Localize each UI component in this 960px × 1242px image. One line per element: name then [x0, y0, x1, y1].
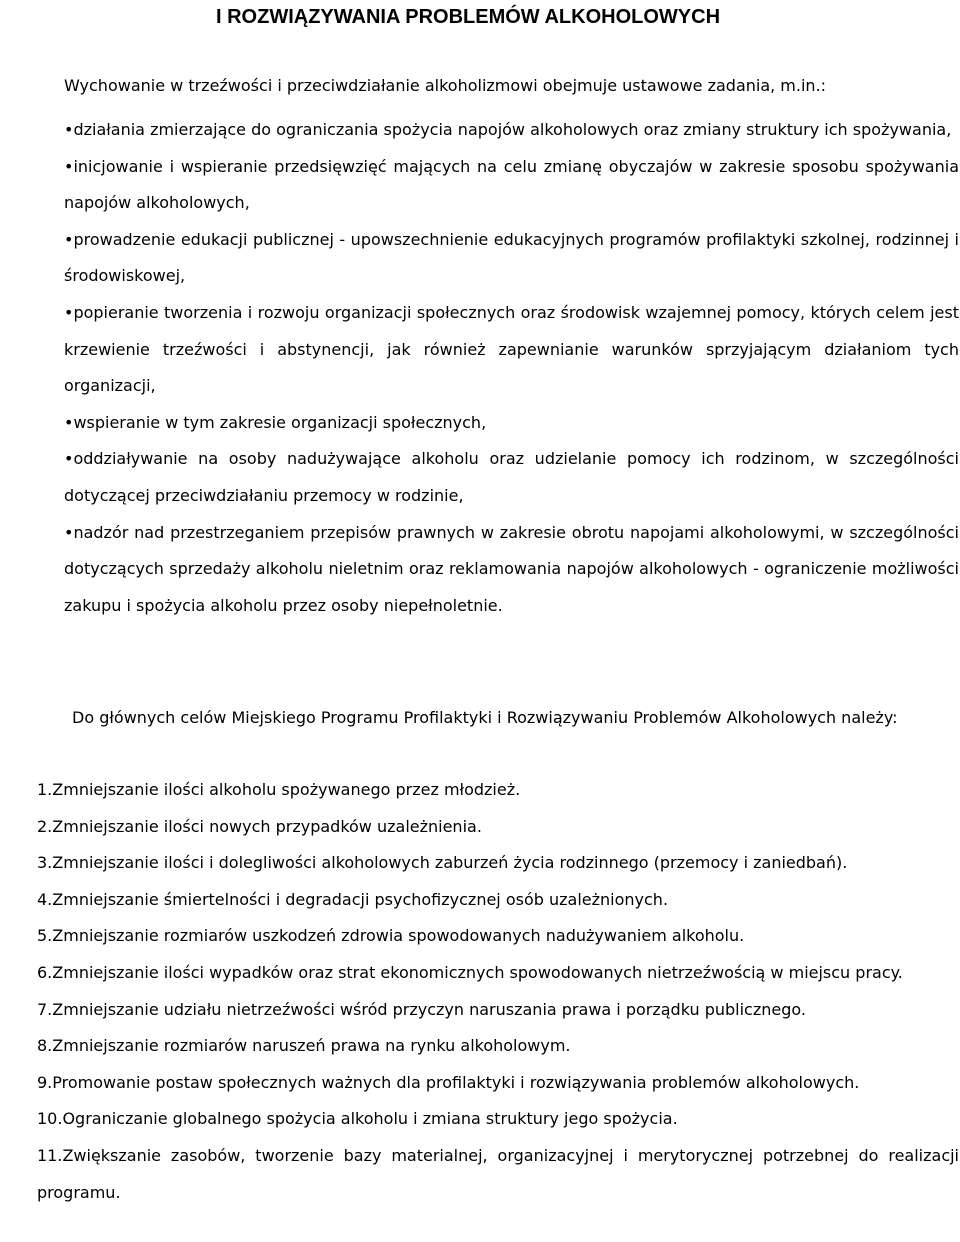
- program-goals-list: [37, 772, 959, 1211]
- duty-text: oddziaływanie na osoby nadużywające alkoholu oraz udzielanie pomocy ich rodzinom, w szczególności dotyczącej przeciwdziałaniu przemocy w rodzinie,: [64, 449, 959, 505]
- bullet-icon: •: [64, 229, 74, 249]
- goal-item: 1.Zmniejszanie ilości alkoholu spożywanego przez młodzież.: [37, 780, 521, 799]
- goal-item: 11.Zwiększanie zasobów, tworzenie bazy materialnej, organizacyjnej i merytorycznej potrzebnej do realizacji programu.: [37, 1145, 959, 1202]
- duty-item: [64, 222, 959, 295]
- duty-text: wspieranie w tym zakresie organizacji społecznych,: [73, 412, 487, 432]
- bullet-icon: •: [64, 522, 74, 542]
- duty-text: inicjowanie i wspieranie przedsięwzięć mających na celu zmianę obyczajów w zakresie sposobu spożywania napojów alkoholowych,: [64, 156, 959, 213]
- goal-item: 2.Zmniejszanie ilości nowych przypadków uzależnienia.: [37, 816, 482, 836]
- duty-item: [64, 149, 959, 222]
- bullet-icon: •: [64, 156, 74, 176]
- goal-item: 9.Promowanie postaw społecznych ważnych dla profilaktyki i rozwiązywania problemów alkoholowych.: [37, 1072, 860, 1092]
- page-title: I ROZWIĄZYWANIA PROBLEMÓW ALKOHOLOWYCH: [216, 6, 721, 28]
- intro-paragraph: Wychowanie w trzeźwości i przeciwdziałanie alkoholizmowi obejmuje ustawowe zadania, m.in.:: [64, 76, 827, 95]
- bullet-icon: •: [64, 449, 74, 469]
- duty-text: prowadzenie edukacji publicznej - upowszechnienie edukacyjnych programów profilaktyki szkolnej, rodzinnej i środowiskowej,: [64, 229, 959, 286]
- duty-text: popieranie tworzenia i rozwoju organizacji społecznych oraz środowisk wzajemnej pomocy, których celem jest krzewienie trzeźwości i abstynencji, jak również zapewnianie warunków sprzyjającym działaniom tych organizacji,: [64, 302, 959, 396]
- goal-item: 5.Zmniejszanie rozmiarów uszkodzeń zdrowia spowodowanych nadużywaniem alkoholu.: [37, 926, 745, 946]
- goal-item: 7.Zmniejszanie udziału nietrzeźwości wśród przyczyn naruszania prawa i porządku publicznego.: [37, 999, 806, 1019]
- duty-item: [64, 515, 959, 625]
- duty-item: [64, 295, 959, 405]
- duty-item: [64, 112, 959, 149]
- bullet-icon: •: [64, 412, 74, 432]
- goal-item: 4.Zmniejszanie śmiertelności i degradacji psychofizycznej osób uzależnionych.: [37, 889, 669, 909]
- duty-text: działania zmierzające do ograniczania spożycia napojów alkoholowych oraz zmiany struktury ich spożywania,: [73, 120, 952, 139]
- bullet-icon: •: [64, 302, 74, 322]
- duty-item: [64, 441, 959, 514]
- duty-text: nadzór nad przestrzeganiem przepisów prawnych w zakresie obrotu napojami alkoholowymi, w szczególności dotyczących sprzedaży alkoholu nieletnim oraz reklamowania napojów alkoholowych - ograniczenie możliwości zakupu i spożycia alkoholu przez osoby niepełnoletnie.: [64, 522, 959, 615]
- statutory-duties-list: [64, 112, 959, 624]
- goal-item: 6.Zmniejszanie ilości wypadków oraz strat ekonomicznych spowodowanych nietrzeźwością w miejscu pracy.: [37, 962, 903, 982]
- goal-item: 8.Zmniejszanie rozmiarów naruszeń prawa na rynku alkoholowym.: [37, 1036, 571, 1056]
- bullet-icon: •: [64, 120, 74, 139]
- goal-item: 3.Zmniejszanie ilości i dolegliwości alkoholowych zaburzeń życia rodzinnego (przemocy i zaniedbań).: [37, 853, 848, 873]
- duty-item: [64, 405, 959, 442]
- goals-intro-paragraph: Do głównych celów Miejskiego Programu Profilaktyki i Rozwiązywaniu Problemów Alkoholowych należy:: [72, 708, 898, 727]
- goal-item: 10.Ograniczanie globalnego spożycia alkoholu i zmiana struktury jego spożycia.: [37, 1109, 678, 1129]
